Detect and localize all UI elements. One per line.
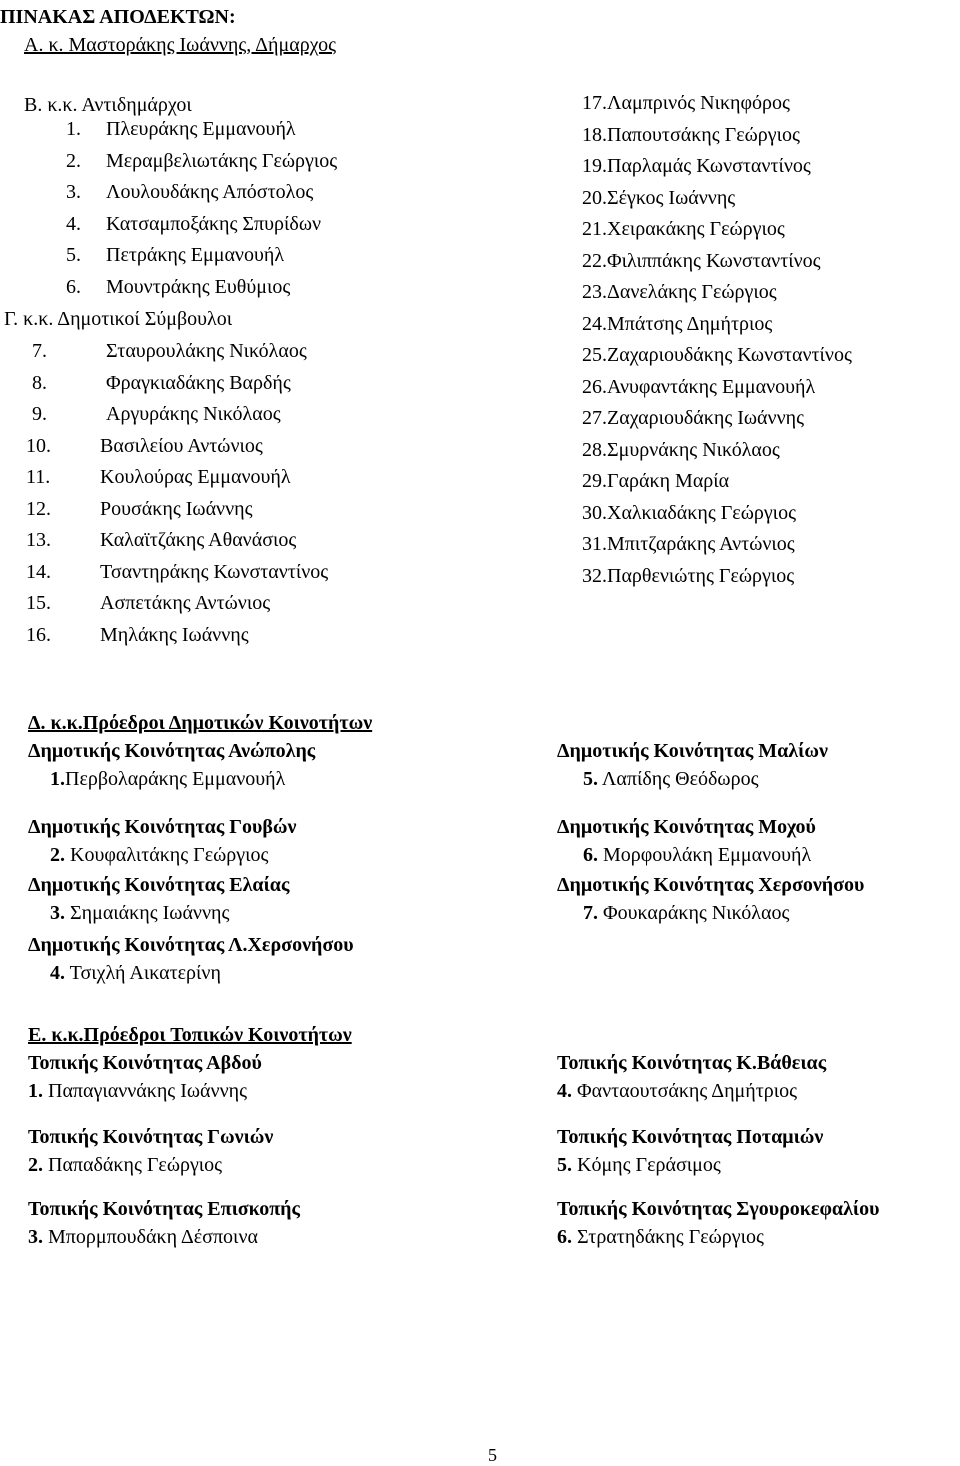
item-name: Πλευράκης Εμμανουήλ [106, 118, 296, 140]
item-number: 23. [582, 281, 607, 303]
item-name: Γαράκη Μαρία [607, 470, 730, 492]
section-d-heading: Δ. κ.κ.Πρόεδροι Δημοτικών Κοινοτήτων [28, 712, 373, 734]
item-name: Παπουτσάκης Γεώργιος [607, 123, 800, 146]
item-name: Περβολαράκης Εμμανουήλ [65, 768, 286, 790]
item-number: 2. [50, 844, 65, 866]
list-item [582, 155, 852, 187]
community-president [28, 1080, 247, 1102]
item-number: 27. [582, 407, 607, 429]
list-item [66, 150, 337, 182]
list-item [582, 470, 852, 502]
item-number: 30. [582, 501, 607, 524]
item-name: Στρατηδάκης Γεώργιος [577, 1226, 764, 1248]
section-e-heading: Ε. κ.κ.Πρόεδροι Τοπικών Κοινοτήτων [28, 1024, 352, 1046]
item-name: Φανταουτσάκης Δημήτριος [577, 1080, 798, 1102]
community-president [557, 1226, 764, 1248]
community-name: Τοπικής Κοινότητας Επισκοπής [28, 1198, 300, 1220]
list-item [582, 502, 852, 534]
community-name: Δημοτικής Κοινότητας Γουβών [28, 816, 297, 838]
item-name: Τσιχλή Αικατερίνη [69, 962, 221, 984]
item-name: Δανελάκης Γεώργιος [607, 281, 777, 303]
community-president [28, 1226, 258, 1248]
item-name: Παπαδάκης Γεώργιος [48, 1154, 223, 1176]
list-item [66, 244, 337, 276]
item-number: 18. [582, 123, 607, 146]
item-number: 6. [583, 844, 598, 866]
community-president [50, 902, 229, 924]
item-name: Φουκαράκης Νικόλαος [603, 902, 790, 924]
item-name: Σέγκος Ιωάννης [607, 186, 736, 209]
item-number: 31. [582, 533, 607, 555]
community-president [557, 1080, 797, 1102]
section-a-mayor: Α. κ. Μαστοράκης Ιωάννης, Δήμαρχος [24, 34, 337, 56]
list-item [26, 434, 328, 467]
list-item [66, 181, 337, 213]
list-item [66, 118, 337, 150]
list-item [582, 407, 852, 439]
community-name: Δημοτικής Κοινότητας Μοχού [557, 816, 816, 838]
list-item [582, 565, 852, 597]
item-number: 32. [582, 564, 607, 587]
item-number: 17. [582, 92, 607, 114]
community-name: Τοπικής Κοινότητας Γωνιών [28, 1126, 274, 1148]
deputy-mayors-list [66, 118, 337, 307]
list-item [582, 124, 852, 156]
item-name: Σημαιάκης Ιωάννης [70, 902, 230, 924]
item-name: Φραγκιαδάκης Βαρδής [106, 371, 291, 394]
item-number: 21. [582, 218, 607, 240]
community-name: Τοπικής Κοινότητας Κ.Βάθειας [557, 1052, 827, 1074]
list-item [582, 250, 852, 282]
item-number: 4. [50, 962, 65, 984]
item-name: Παπαγιαννάκης Ιωάννης [48, 1080, 247, 1102]
item-number: 7. [583, 902, 598, 924]
list-item [26, 560, 329, 593]
page-number: 5 [488, 1445, 497, 1465]
item-number: 14. [26, 560, 51, 583]
item-number: 19. [582, 155, 607, 177]
list-item [66, 213, 337, 245]
item-number: 1. [28, 1080, 43, 1102]
item-name: Παρθενιώτης Γεώργιος [607, 564, 795, 587]
list-item [582, 187, 852, 219]
item-number: 20. [582, 186, 607, 209]
list-item [66, 276, 337, 308]
item-name: Μορφουλάκη Εμμανουήλ [603, 844, 812, 866]
item-number: 2. [66, 149, 81, 172]
councillors-list-right [582, 92, 852, 596]
item-name: Λουλουδάκης Απόστολος [106, 181, 314, 203]
community-name: Δημοτικής Κοινότητας Ανώπολης [28, 740, 316, 762]
item-name: Χαλκιαδάκης Γεώργιος [607, 501, 796, 524]
item-number: 6. [557, 1226, 572, 1248]
item-number: 5. [557, 1154, 572, 1176]
item-number: 9. [32, 403, 47, 425]
list-item [26, 623, 328, 656]
community-name: Δημοτικής Κοινότητας Μαλίων [557, 740, 828, 762]
item-number: 5. [583, 768, 598, 790]
item-name: Κουλούρας Εμμανουήλ [100, 466, 291, 488]
item-name: Λαμπρινός Νικηφόρος [607, 92, 790, 114]
item-number: 15. [26, 592, 51, 614]
community-name: Τοπικής Κοινότητας Ποταμιών [557, 1126, 824, 1148]
item-name: Κατσαμποξάκης Σπυρίδων [106, 212, 322, 235]
item-name: Φιλιππάκης Κωνσταντίνος [607, 249, 821, 272]
item-name: Πετράκης Εμμανουήλ [106, 244, 285, 266]
item-number: 24. [582, 312, 607, 335]
item-name: Ρουσάκης Ιωάννης [100, 497, 253, 520]
item-name: Ζαχαριουδάκης Κωνσταντίνος [607, 344, 852, 366]
section-b-heading: Β. κ.κ. Αντιδημάρχοι [24, 94, 192, 116]
item-name: Μουντράκης Ευθύμιος [106, 275, 291, 298]
item-name: Σμυρνάκης Νικόλαος [607, 438, 780, 461]
list-item [26, 466, 328, 498]
item-name: Μεραμβελιωτάκης Γεώργιος [106, 149, 338, 172]
list-item [582, 533, 852, 565]
list-item [582, 218, 852, 250]
community-president [557, 1154, 721, 1176]
item-name: Ζαχαριουδάκης Ιωάννης [607, 407, 805, 429]
list-item [32, 403, 328, 435]
list-item [582, 439, 852, 471]
item-name: Μηλάκης Ιωάννης [100, 623, 249, 646]
item-name: Τσαντηράκης Κωνσταντίνος [100, 560, 329, 583]
item-number: 13. [26, 529, 51, 551]
item-number: 16. [26, 623, 51, 646]
item-number: 3. [66, 181, 81, 203]
list-item [26, 497, 328, 530]
list-item [32, 340, 328, 372]
item-name: Ασπετάκης Αντώνιος [100, 592, 271, 614]
item-number: 28. [582, 438, 607, 461]
section-c-heading: Γ. κ.κ. Δημοτικοί Σύμβουλοι [4, 308, 233, 330]
item-number: 26. [582, 375, 607, 398]
community-president [28, 1154, 222, 1176]
community-name: Δημοτικής Κοινότητας Χερσονήσου [557, 874, 865, 896]
list-item [582, 344, 852, 376]
community-president [50, 962, 221, 984]
list-item [26, 592, 328, 624]
item-number: 22. [582, 249, 607, 272]
community-name: Τοπικής Κοινότητας Αβδού [28, 1052, 262, 1074]
community-president [50, 768, 285, 790]
item-number: 29. [582, 470, 607, 492]
item-name: Κουφαλιτάκης Γεώργιος [70, 844, 269, 866]
community-name: Τοπικής Κοινότητας Σγουροκεφαλίου [557, 1198, 880, 1220]
item-number: 11. [26, 466, 51, 488]
list-item [32, 372, 328, 404]
item-number: 10. [26, 434, 51, 457]
item-number: 6. [66, 275, 81, 298]
item-name: Μπάτσης Δημήτριος [607, 312, 773, 335]
item-number: 25. [582, 344, 607, 366]
item-number: 3. [50, 902, 65, 924]
page-title: ΠΙΝΑΚΑΣ ΑΠΟΔΕΚΤΩΝ: [0, 6, 236, 28]
list-item [26, 529, 328, 561]
list-item [582, 376, 852, 408]
community-president [583, 902, 789, 924]
item-name: Ανυφαντάκης Εμμανουήλ [607, 375, 816, 398]
item-name: Λαπίδης Θεόδωρος [601, 768, 759, 790]
list-item [582, 313, 852, 345]
councillors-list-left [26, 340, 329, 655]
item-number: 7. [32, 340, 47, 362]
item-number: 8. [32, 371, 47, 394]
item-number: 1. [66, 118, 81, 140]
item-number: 4. [557, 1080, 572, 1102]
community-president [583, 844, 811, 866]
community-president [50, 844, 268, 866]
item-number: 5. [66, 244, 81, 266]
item-number: 1. [50, 768, 65, 790]
item-name: Βασιλείου Αντώνιος [100, 434, 263, 457]
item-name: Χειρακάκης Γεώργιος [607, 218, 785, 240]
item-number: 12. [26, 497, 51, 520]
community-name: Δημοτικής Κοινότητας Λ.Χερσονήσου [28, 934, 354, 956]
item-number: 2. [28, 1154, 43, 1176]
item-name: Μπορμπουδάκη Δέσποινα [48, 1226, 258, 1248]
item-name: Παρλαμάς Κωνσταντίνος [607, 155, 811, 177]
item-name: Σταυρουλάκης Νικόλαος [106, 340, 307, 362]
community-president [583, 768, 759, 790]
list-item [582, 281, 852, 313]
item-name: Κόμης Γεράσιμος [577, 1154, 721, 1176]
community-name: Δημοτικής Κοινότητας Ελαίας [28, 874, 290, 896]
item-number: 4. [66, 212, 81, 235]
item-number: 3. [28, 1226, 43, 1248]
item-name: Αργυράκης Νικόλαος [106, 403, 281, 425]
list-item [582, 92, 852, 124]
item-name: Μπιτζαράκης Αντώνιος [607, 533, 795, 555]
item-name: Καλαϊτζάκης Αθανάσιος [100, 529, 297, 551]
